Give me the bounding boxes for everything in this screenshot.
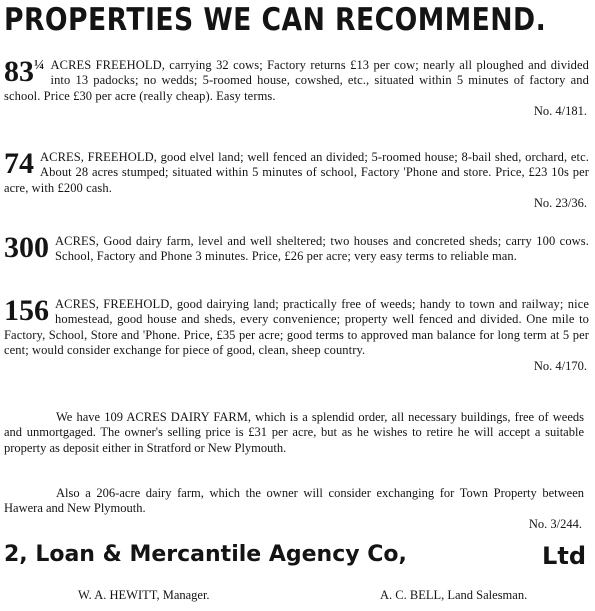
acreage-number: 156 [4,294,49,327]
exchange-paragraph [4,486,584,532]
listing-description: ACRES, FREEHOLD, good dairying land; practically free of weeds; handy to town and railway; nice homestead, good house and sheds, every convenience; property well fenced and divided. One mile to Factory, School, Store and 'Phone. Price, £35 per acre; good terms to approved man balance for long term at 5 per cent; would consider exchange for piece of good, clean, sheep country. [4,297,589,358]
listing-description: ACRES FREEHOLD, carrying 32 cows; Factory returns £13 per cow; nearly all ploughed and divided into 13 padocks; no wedds; 5-roomed house, cowshed, etc., situated within 5 minutes of factory and school. Price £30 per acre (really cheap). Easy terms. [4,58,589,103]
acreage-fraction: ¼ [34,58,45,73]
dairy-farm-paragraph: We have 109 ACRES DAIRY FARM, which is a splendid order, all necessary buildings, free of weeds and unmortgaged. The owner's selling price is £31 per acre, but as he wishes to retire he will accept a suitable property as deposit either in Stratford or New Plymouth. [4,410,584,455]
exchange-text: Also a 206-acre dairy farm, which the owner will consider exchanging for Town Property between Hawera and New Plymouth. [4,486,584,516]
listing-description: ACRES, FREEHOLD, good elvel land; well fenced an divided; 5-roomed house; 8-bail shed, orchard, etc. About 28 acres stumped; situated within 5 minutes of school, Factory 'Phone and store. Price, £23 10s per acre, with £200 cash. [4,150,589,195]
manager-credit: W. A. HEWITT, Manager. [78,588,210,602]
company-title: 2, Loan & Mercantile Agency Co, [4,542,407,567]
listing-83-acres [4,55,589,119]
listing-reference: No. 4/170. [533,358,587,373]
headline: PROPERTIES WE CAN RECOMMEND. [4,2,547,38]
acreage-number: $83^{\frac{1}{4}}$ [4,55,45,88]
listing-74-acres [4,147,589,211]
acreage-number: 300 [4,231,49,264]
listing-156-acres [4,294,589,374]
listing-300-acres [4,231,589,265]
listing-description: ACRES, Good dairy farm, level and well sheltered; two houses and concreted sheds; carry 100 cows. School, Factory and Phone 3 minutes. Price, £26 per acre; very easy terms to reliable man. [55,234,589,264]
listing-reference: No. 23/36. [533,196,587,211]
company-name [4,542,592,570]
company-suffix: Ltd [542,542,586,570]
acreage-number: 74 [4,147,34,180]
listing-reference: No. 4/181. [533,104,587,119]
exchange-reference: No. 3/244. [528,516,582,531]
salesman-credit: A. C. BELL, Land Salesman. [380,588,528,602]
